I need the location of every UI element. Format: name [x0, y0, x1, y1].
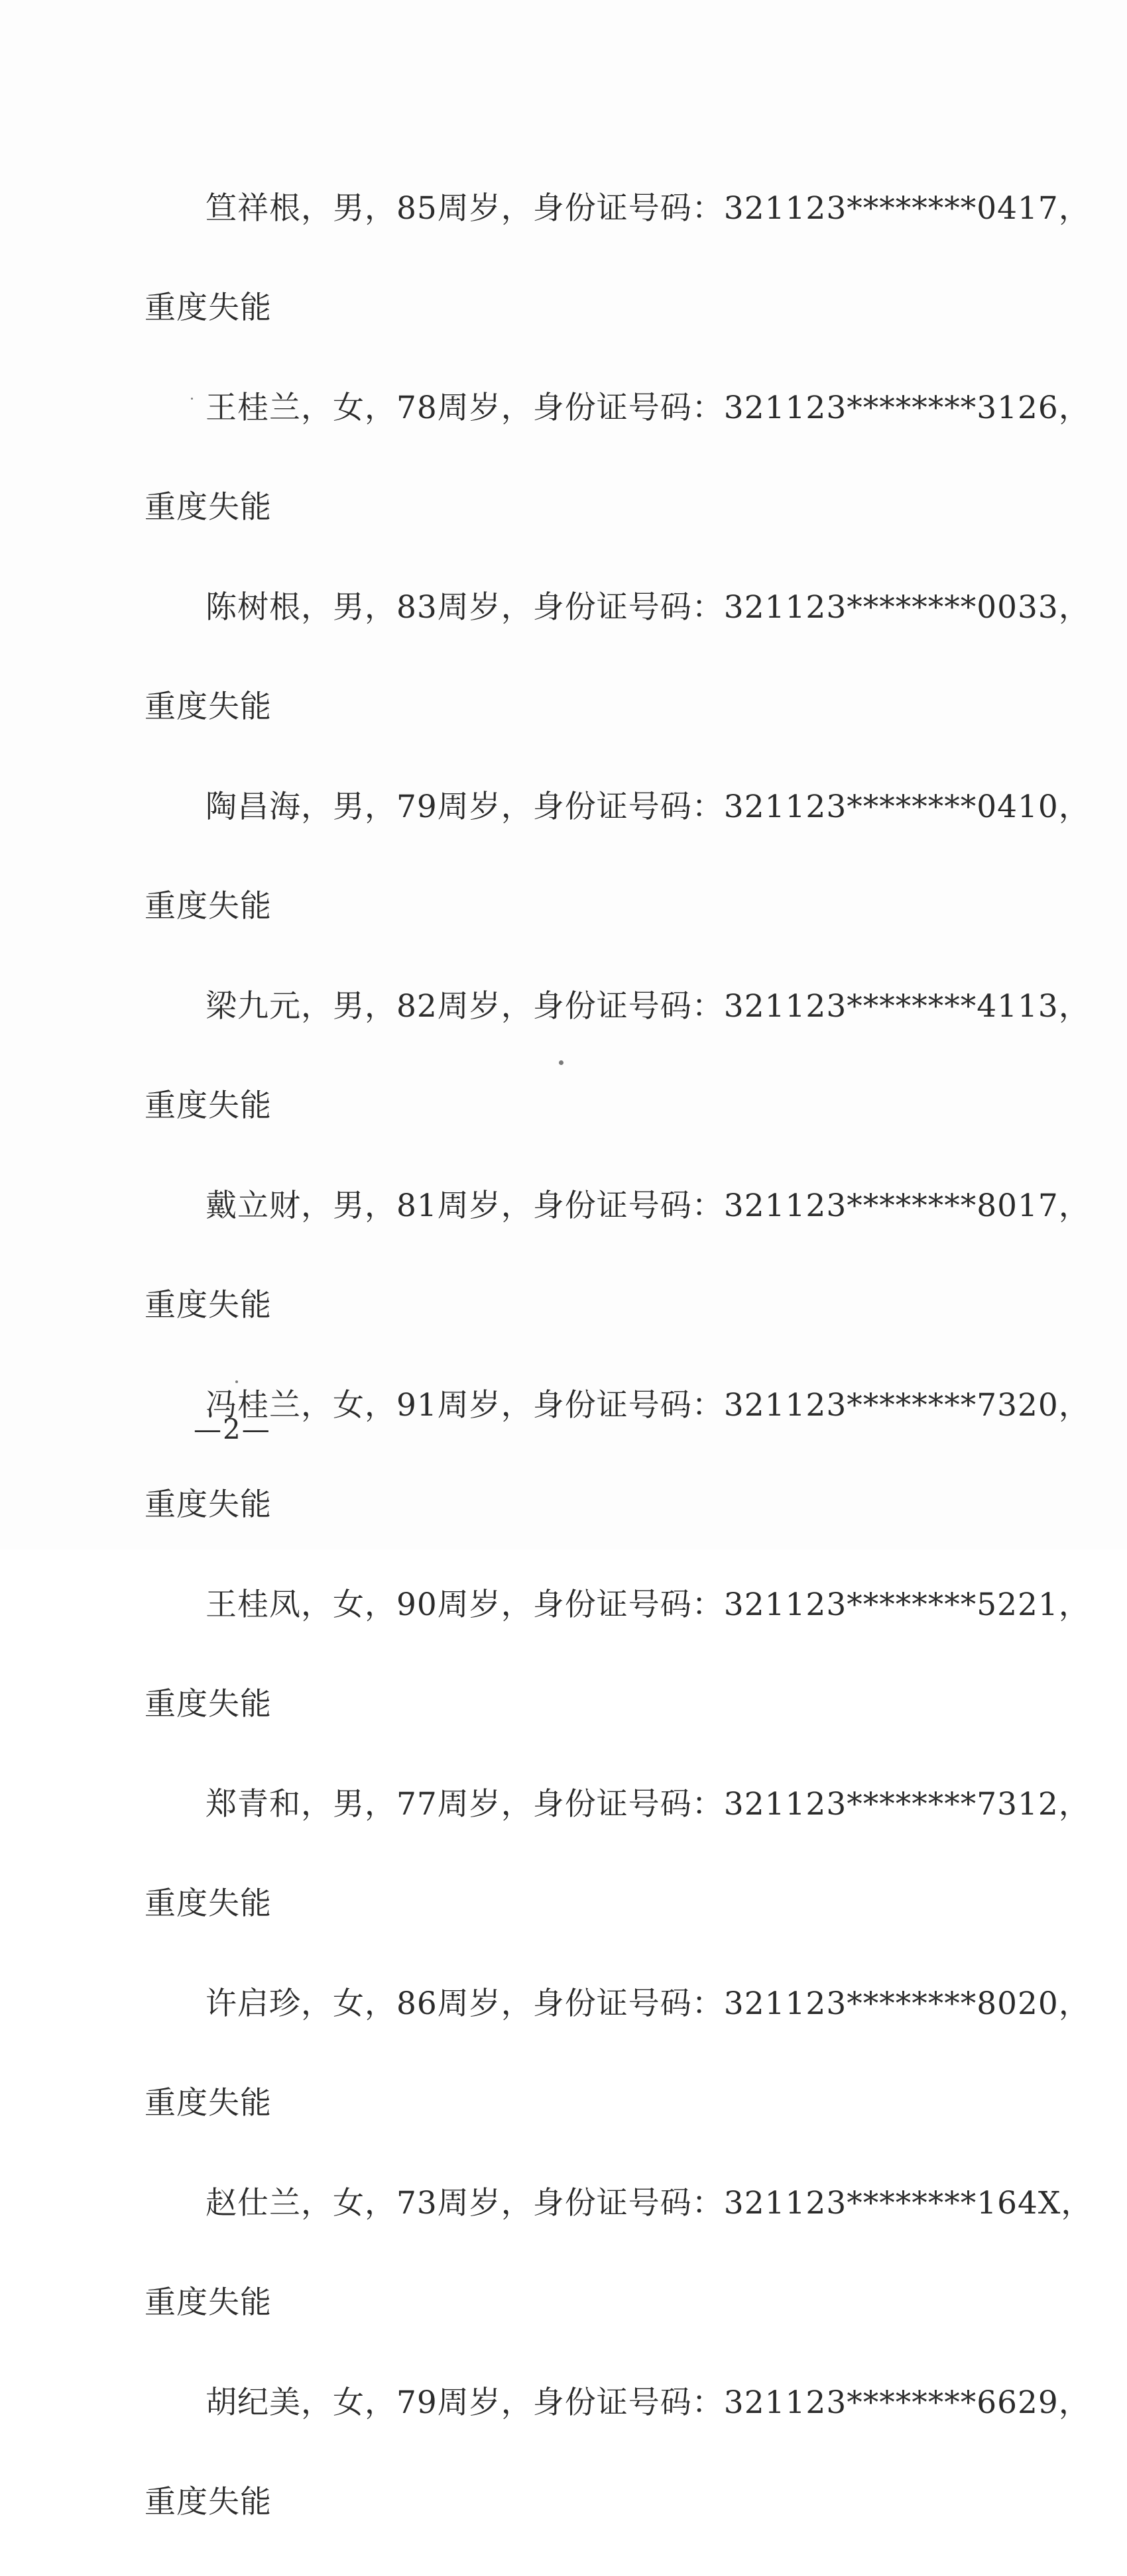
entry-detail: 陶昌海，男，79周岁，身份证号码：321123********0410，: [206, 789, 1091, 825]
list-item: [145, 1379, 1091, 1579]
list-item: [145, 980, 1091, 1180]
entry-status: 重度失能: [145, 1287, 272, 1323]
entry-status: 重度失能: [145, 290, 272, 326]
entry-detail: 胡纪美，女，79周岁，身份证号码：321123********6629，: [206, 2384, 1091, 2421]
list-item: [145, 1978, 1091, 2177]
entry-detail: 赵仕兰，女，73周岁，身份证号码：321123********164X，: [206, 2185, 1093, 2221]
entry-detail: 郑青和，男，77周岁，身份证号码：321123********7312，: [206, 1786, 1091, 1822]
entry-status: 重度失能: [145, 689, 272, 725]
entry-detail: 冯桂兰，女，91周岁，身份证号码：321123********7320，: [206, 1387, 1091, 1424]
list-item: [145, 1579, 1091, 1778]
list-item: [145, 2377, 1091, 2576]
entry-status: 重度失能: [145, 1088, 272, 1124]
entry-status: 重度失能: [145, 888, 272, 924]
entry-detail: 梁九元，男，82周岁，身份证号码：321123********4113，: [206, 988, 1091, 1025]
entry-status: 重度失能: [145, 1686, 272, 1722]
scan-speck: [235, 1380, 238, 1383]
entry-detail: 王桂凤，女，90周岁，身份证号码：321123********5221，: [206, 1587, 1091, 1623]
list-item: [145, 1180, 1091, 1379]
entry-detail: 陈树根，男，83周岁，身份证号码：321123********0033，: [206, 589, 1091, 626]
list-item: [145, 581, 1091, 781]
entry-detail: 戴立财，男，81周岁，身份证号码：321123********8017，: [206, 1188, 1091, 1224]
entry-status: 重度失能: [145, 2484, 272, 2520]
entry-status: 重度失能: [145, 1885, 272, 1922]
entry-detail: 笪祥根，男，85周岁，身份证号码：321123********0417，: [206, 190, 1091, 227]
entry-status: 重度失能: [145, 489, 272, 526]
list-item: [145, 2177, 1093, 2377]
entry-list: [145, 182, 1093, 2576]
entry-status: 重度失能: [145, 1486, 272, 1523]
scan-speck: [191, 398, 193, 400]
list-item: [145, 781, 1091, 980]
entry-detail: 王桂兰，女，78周岁，身份证号码：321123********3126，: [206, 390, 1091, 426]
list-item: [145, 182, 1091, 382]
entry-status: 重度失能: [145, 2284, 272, 2321]
list-item: [145, 1778, 1091, 1978]
entry-status: 重度失能: [145, 2085, 272, 2121]
list-item: [145, 382, 1091, 581]
entry-detail: 许启珍，女，86周岁，身份证号码：321123********8020，: [206, 1986, 1091, 2022]
scan-speck: [559, 1060, 564, 1065]
page-number: —2—: [194, 1413, 271, 1445]
